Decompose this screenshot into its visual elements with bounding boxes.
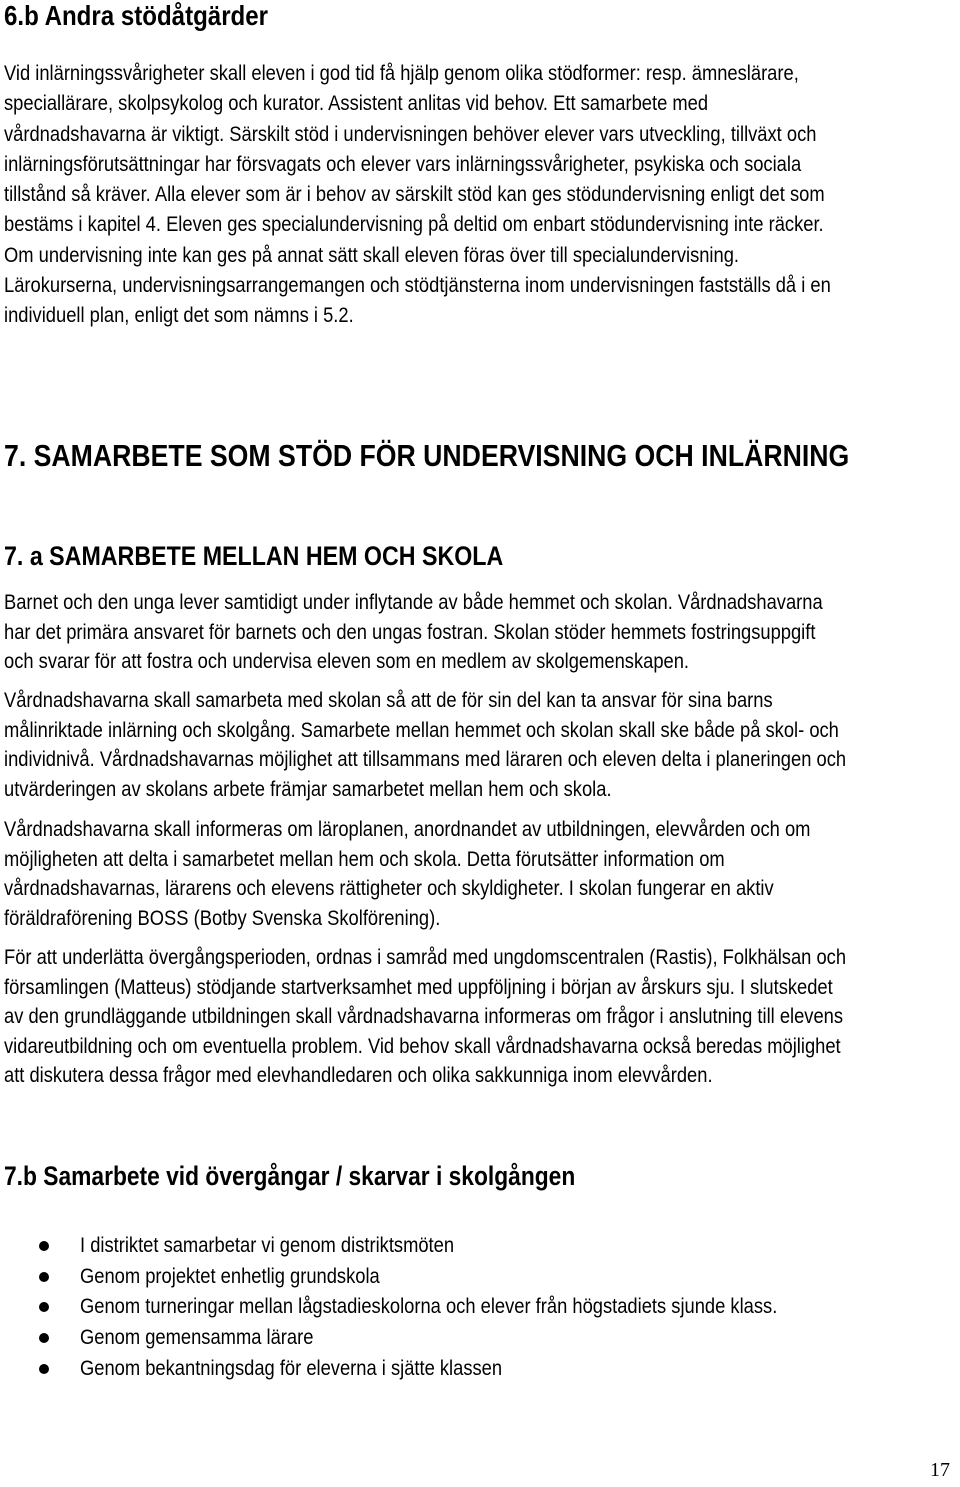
list-item-text: Genom bekantningsdag för eleverna i sjätte klassen xyxy=(80,1355,503,1380)
paragraph-line: av den grundläggande utbildningen skall vårdnadshavarna informeras om frågor i anslutning till elevens xyxy=(4,1004,844,1029)
paragraph-line: utvärderingen av skolans arbete främjar samarbetet mellan hem och skola. xyxy=(4,776,612,801)
paragraph-line: inlärningsförutsättningar har försvagats och elever vars inlärningssvårigheter, psykiska och sociala xyxy=(4,151,802,176)
paragraph-line: och svarar för att fostra och undervisa eleven som en medlem av skolgemenskapen. xyxy=(4,649,690,674)
section-7a-paragraph-1 xyxy=(4,588,823,677)
bullet-icon xyxy=(39,1333,49,1343)
paragraph-line: Lärokurserna, undervisningsarrangemangen och stödtjänsterna inom undervisningen fastställs då i en xyxy=(4,273,831,298)
paragraph-line: Om undervisning inte kan ges på annat sätt skall eleven föras över till specialundervisning. xyxy=(4,242,740,267)
section-7b-heading: 7.b Samarbete vid övergångar / skarvar i skolgången xyxy=(4,1161,576,1191)
list-item-text: Genom gemensamma lärare xyxy=(80,1325,314,1350)
section-7a-paragraph-3 xyxy=(4,815,810,933)
section-6b-heading: 6.b Andra stödåtgärder xyxy=(4,0,269,31)
section-7-heading: 7. SAMARBETE SOM STÖD FÖR UNDERVISNING OCH INLÄRNING xyxy=(4,438,850,473)
paragraph-line: vårdnadshavarna är viktigt. Särskilt stöd i undervisningen behöver elever vars utveckling, tillväxt och xyxy=(4,121,817,146)
bullet-icon xyxy=(39,1272,49,1282)
bullet-icon xyxy=(39,1241,49,1251)
list-item-text: I distriktet samarbetar vi genom distriktsmöten xyxy=(80,1233,455,1257)
bullet-icon xyxy=(39,1302,49,1312)
section-7a-heading: 7. a SAMARBETE MELLAN HEM OCH SKOLA xyxy=(4,541,504,571)
paragraph-line: föräldraförening BOSS (Botby Svenska Skolförening). xyxy=(4,905,441,930)
paragraph-line: vårdnadshavarnas, lärarens och elevens rättigheter och skyldigheter. I skolan fungerar en aktiv xyxy=(4,876,774,901)
paragraph-line: målinriktade inlärning och skolgång. Samarbete mellan hemmet och skolan skall ske både på skol- och xyxy=(4,717,839,742)
page-number: 17 xyxy=(930,1459,950,1481)
paragraph-line: Vårdnadshavarna skall informeras om läroplanen, anordnandet av utbildningen, elevvården och om xyxy=(4,817,811,841)
paragraph-line: vidareutbildning och om eventuella problem. Vid behov skall vårdnadshavarna också beredas möjlighet xyxy=(4,1033,841,1058)
paragraph-line: att diskutera dessa frågor med elevhandledaren och olika sakkunniga inom elevvården. xyxy=(4,1063,713,1088)
paragraph-line: För att underlätta övergångsperioden, ordnas i samråd med ungdomscentralen (Rastis), Folkhälsan och xyxy=(4,945,847,969)
section-7a-paragraph-4 xyxy=(4,943,846,1091)
paragraph-line: församlingen (Matteus) stödjande startverksamhet med uppföljning i början av årskurs sju. I slutskedet xyxy=(4,974,833,999)
paragraph-line: tillstånd så kräver. Alla elever som är i behov av särskilt stöd kan ges stödundervisning enligt det som xyxy=(4,182,825,207)
section-6b-paragraph xyxy=(4,58,831,331)
paragraph-line: Vid inlärningssvårigheter skall eleven i god tid få hjälp genom olika stödformer: resp. ämneslärare, xyxy=(4,61,799,85)
paragraph-line: individnivå. Vårdnadshavarnas möjlighet att tillsammans med läraren och eleven delta i planeringen och xyxy=(4,747,847,772)
list-item-text: Genom projektet enhetlig grundskola xyxy=(80,1263,380,1288)
paragraph-line: har det primära ansvaret för barnets och den ungas fostran. Skolan stöder hemmets fostringsuppgift xyxy=(4,619,816,644)
paragraph-line: speciallärare, skolpsykolog och kurator. Assistent anlitas vid behov. Ett samarbete med xyxy=(4,91,709,116)
list-item-text: Genom turneringar mellan lågstadieskolorna och elever från högstadiets sjunde klass. xyxy=(80,1294,778,1319)
paragraph-line: möjligheten att delta i samarbetet mellan hem och skola. Detta förutsätter information om xyxy=(4,846,725,871)
paragraph-line: bestäms i kapitel 4. Eleven ges specialundervisning på deltid om enbart stödundervisning inte räcker. xyxy=(4,212,824,237)
paragraph-line: individuell plan, enligt det som nämns i 5.2. xyxy=(4,303,354,328)
bullet-icon xyxy=(39,1364,49,1374)
section-7a-paragraph-2 xyxy=(4,686,846,804)
paragraph-line: Barnet och den unga lever samtidigt under inflytande av både hemmet och skolan. Vårdnadshavarna xyxy=(4,590,823,614)
paragraph-line: Vårdnadshavarna skall samarbeta med skolan så att de för sin del kan ta ansvar för sina barns xyxy=(4,688,773,712)
